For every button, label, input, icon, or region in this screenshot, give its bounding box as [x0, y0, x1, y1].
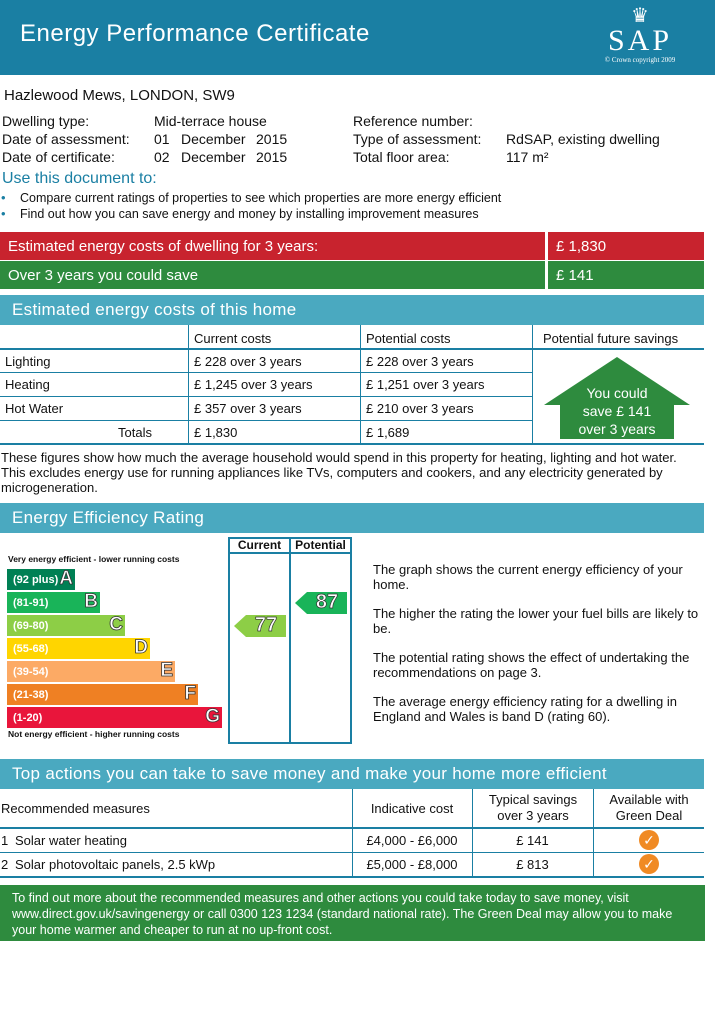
savings-house-line: over 3 years — [578, 421, 656, 437]
band-letter: F — [184, 683, 196, 704]
hot-water-current: £ 357 over 3 years — [194, 401, 302, 416]
date-assessment-day: 01 — [154, 131, 170, 147]
table-divider — [532, 325, 533, 444]
costs-section-title: Estimated energy costs of this home — [12, 300, 297, 319]
band-letter: C — [109, 614, 123, 635]
dwelling-type-value: Mid-terrace house — [154, 113, 267, 129]
current-column-header: Current — [237, 538, 282, 552]
column-header: Indicative cost — [370, 800, 454, 816]
band-letter: E — [160, 660, 173, 681]
list-item: • Compare current ratings of properties to see which properties are more energy efficient — [0, 191, 501, 207]
rating-band-d — [7, 638, 150, 659]
costs-note: These figures show how much the average household would spend in this property for heating, lighting and hot water. This excludes energy use for running appliances like TVs, computers and cookers, and any electricity generated by microgeneration. — [1, 450, 677, 495]
rating-columns-header-line — [228, 552, 352, 554]
table-divider — [0, 443, 704, 445]
list-item: • Find out how you can save energy and money by installing improvement measures — [0, 207, 501, 223]
use-document-list — [0, 191, 501, 223]
action-measure: Solar water heating — [15, 833, 128, 848]
action-cost: £4,000 - £6,000 — [366, 833, 458, 848]
column-header: Potential costs — [366, 330, 451, 346]
save-summary-value: £ 141 — [556, 266, 594, 284]
date-certificate-day: 02 — [154, 149, 170, 165]
reference-label: Reference number: — [353, 113, 473, 129]
column-header: Current costs — [194, 330, 272, 346]
lighting-potential: £ 228 over 3 years — [366, 353, 474, 369]
action-measure: Solar photovoltaic panels, 2.5 kWp — [15, 857, 216, 872]
rating-columns-divider — [289, 537, 291, 744]
costs-summary-bar — [0, 232, 545, 260]
band-range: (92 plus) — [13, 573, 59, 586]
floor-area-label: Total floor area: — [353, 149, 450, 165]
lighting-current: £ 228 over 3 years — [194, 353, 302, 369]
band-range: (55-68) — [13, 642, 49, 655]
rating-band-a — [7, 569, 75, 590]
savings-house-text — [560, 384, 674, 438]
rating-band-f — [7, 684, 198, 705]
property-address: Hazlewood Mews, LONDON, SW9 — [4, 87, 235, 104]
column-header: Typical savings over 3 years — [488, 792, 578, 823]
table-divider — [360, 325, 361, 444]
band-letter: D — [134, 637, 148, 658]
costs-summary-value-box — [548, 232, 704, 260]
costs-table — [0, 325, 704, 445]
table-divider — [0, 348, 704, 350]
floor-area-value: 117 m² — [506, 149, 549, 165]
table-divider — [0, 420, 533, 421]
band-range: (21-38) — [13, 688, 49, 701]
save-summary-bar — [0, 261, 545, 289]
rating-band-b — [7, 592, 100, 613]
chart-top-caption: Very energy efficient - lower running costs — [8, 554, 180, 564]
heating-potential: £ 1,251 over 3 years — [366, 377, 485, 392]
date-certificate-year: 2015 — [256, 149, 288, 165]
actions-section-heading — [0, 759, 704, 789]
footer-text: To find out more about the recommended measures and other actions you could take today to save money, visit www.direct.gov.uk/savingenergy or call 0300 123 1234 (standard national rate). The Green Deal may allow you to make your home warmer and cheaper to run at no up-front cost. — [12, 891, 673, 937]
efficiency-chart — [0, 537, 360, 745]
potential-rating-value: 87 — [315, 591, 339, 613]
hot-water-potential: £ 210 over 3 years — [366, 401, 474, 416]
date-assessment-label: Date of assessment: — [2, 131, 130, 147]
savings-house-line: save £ 141 — [582, 403, 652, 419]
totals-current: £ 1,830 — [194, 424, 238, 440]
action-savings: £ 141 — [516, 833, 549, 848]
efficiency-paragraph: The potential rating shows the effect of undertaking the recommendations on page 3. — [373, 650, 690, 680]
use-document-heading: Use this document to: — [2, 170, 157, 187]
table-divider — [593, 789, 594, 878]
efficiency-section-title: Energy Efficiency Rating — [12, 508, 205, 527]
date-certificate-month: December — [181, 149, 246, 165]
efficiency-paragraph: The average energy efficiency rating for a dwelling in England and Wales is band D (rating 60). — [373, 694, 677, 724]
page-title: Energy Performance Certificate — [20, 20, 370, 47]
column-header: Available with Green Deal — [609, 792, 689, 823]
date-certificate-label: Date of certificate: — [2, 149, 115, 165]
action-number: 2 — [1, 857, 9, 872]
action-savings: £ 813 — [516, 857, 549, 872]
row-label-lighting: Lighting — [5, 353, 51, 369]
band-letter: G — [205, 706, 220, 727]
footer-info-box — [0, 885, 705, 941]
costs-section-heading — [0, 295, 704, 325]
savings-house-line: You could — [586, 385, 648, 401]
action-number: 1 — [1, 833, 9, 848]
column-header: Recommended measures — [1, 800, 150, 816]
efficiency-paragraph: The graph shows the current energy efficiency of your home. — [373, 562, 683, 592]
save-summary-value-box — [548, 261, 704, 289]
band-letter: B — [84, 591, 98, 612]
totals-potential: £ 1,689 — [366, 424, 410, 440]
band-range: (1-20) — [13, 711, 43, 724]
band-range: (69-80) — [13, 619, 49, 632]
totals-label: Totals — [118, 424, 152, 440]
rating-band-g — [7, 707, 222, 728]
crown-icon: ♛ — [631, 5, 649, 27]
save-summary-label: Over 3 years you could save — [8, 266, 199, 284]
actions-section-title: Top actions you can take to save money and make your home more efficient — [12, 764, 607, 783]
dwelling-type-label: Dwelling type: — [2, 113, 90, 129]
assessment-type-value: RdSAP, existing dwelling — [506, 131, 660, 147]
costs-summary-label: Estimated energy costs of dwelling for 3 years: — [8, 237, 319, 255]
band-range: (39-54) — [13, 665, 49, 678]
rating-band-c — [7, 615, 125, 636]
crown-copyright: © Crown copyright 2009 — [604, 56, 676, 64]
potential-column-header: Potential — [295, 538, 346, 552]
current-rating-value: 77 — [254, 614, 278, 636]
row-label-hot-water: Hot Water — [5, 401, 64, 416]
rating-band-e — [7, 661, 175, 682]
tick-icon: ✓ — [639, 830, 659, 850]
assessment-type-label: Type of assessment: — [353, 131, 482, 147]
date-assessment-month: December — [181, 131, 246, 147]
chart-bottom-caption: Not energy efficient - higher running costs — [8, 729, 180, 739]
efficiency-paragraph: The higher the rating the lower your fuel bills are likely to be. — [373, 606, 699, 636]
tick-icon: ✓ — [639, 854, 659, 874]
band-letter: A — [59, 568, 73, 589]
action-cost: £5,000 - £8,000 — [366, 857, 458, 872]
costs-summary-value: £ 1,830 — [556, 237, 607, 255]
sap-logo-text: SAP — [607, 24, 673, 57]
row-label-heating: Heating — [5, 377, 50, 392]
efficiency-section-heading — [0, 503, 704, 533]
column-header: Potential future savings — [543, 330, 679, 346]
table-divider — [188, 325, 189, 444]
date-assessment-year: 2015 — [256, 131, 288, 147]
sap-logo — [594, 6, 686, 70]
band-range: (81-91) — [13, 596, 49, 609]
actions-table — [0, 789, 704, 879]
heating-current: £ 1,245 over 3 years — [194, 377, 313, 392]
